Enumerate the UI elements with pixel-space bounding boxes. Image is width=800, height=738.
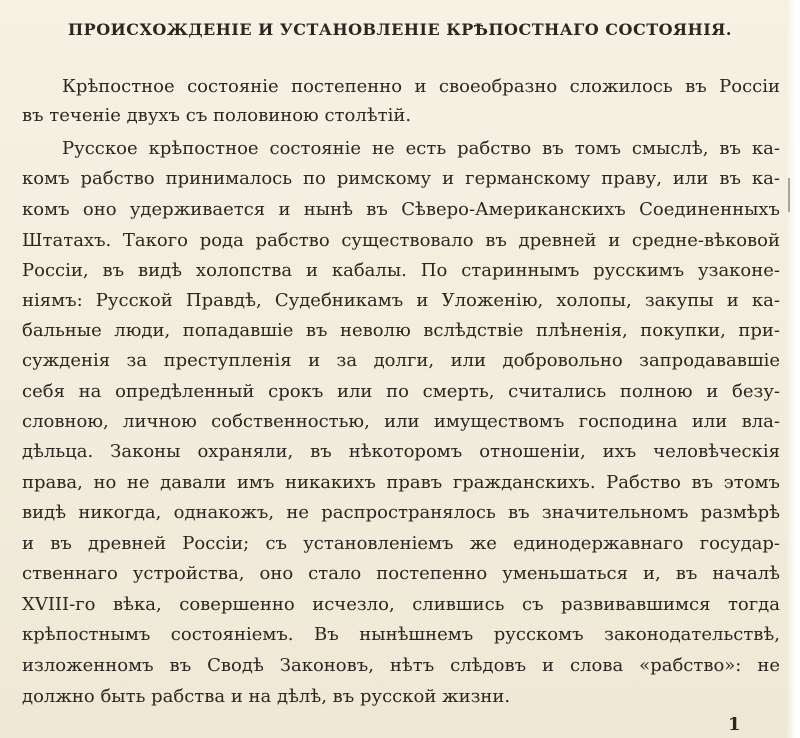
page-number: 1	[728, 714, 741, 735]
text-line: Россіи, въ видѣ холопства и кабалы. По стариннымъ русскимъ узаконе-	[22, 260, 780, 281]
text-line: словною, личною собственностью, или имуществомъ господина или вла-	[22, 411, 780, 432]
text-line: въ теченіе двухъ съ половиною столѣтій.	[22, 105, 412, 126]
edge-mark	[788, 178, 790, 212]
text-line: крѣпостнымъ состояніемъ. Въ нынѣшнемъ русскомъ законодательствѣ,	[22, 624, 780, 645]
text-line: изложенномъ въ Сводѣ Законовъ, нѣтъ слѣдовъ и слова «рабство»: не	[22, 655, 780, 676]
text-line: Русское крѣпостное состояніе не есть рабство въ томъ смыслѣ, въ ка-	[62, 138, 780, 159]
text-line: Крѣпостное состояніе постепенно и своеобразно сложилось въ Россіи	[62, 76, 780, 97]
page-title: ПРОИСХОЖДЕНІЕ И УСТАНОВЛЕНІЕ КРѢПОСТНАГО СОСТОЯНІЯ.	[68, 20, 732, 39]
text-line: бальные люди, попадавшіе въ неволю вслѣдствіе плѣненія, покупки, при-	[22, 320, 780, 341]
text-line: ственнаго устройства, оно стало постепенно уменьшаться и, въ началѣ	[22, 563, 780, 584]
page-edge	[786, 0, 800, 738]
text-line: комъ рабство принималось по римскому и германскому праву, или въ ка-	[22, 168, 780, 189]
text-line: комъ оно удерживается и нынѣ въ Сѣверо-Американскихъ Соединенныхъ	[22, 199, 780, 220]
text-line: XVIII-го вѣка, совершенно исчезло, слившись съ развивавшимся тогда	[22, 594, 780, 615]
text-line: ніямъ: Русской Правдѣ, Судебникамъ и Уложенію, холопы, закупы и ка-	[22, 290, 780, 311]
text-line: видѣ никогда, однакожъ, не распространялось въ значительномъ размѣрѣ	[22, 502, 780, 523]
text-line: Штатахъ. Такого рода рабство существовало въ древней и средне-вѣковой	[22, 230, 780, 251]
text-line: права, но не давали имъ никакихъ правъ гражданскихъ. Рабство въ этомъ	[22, 472, 780, 493]
text-line: и въ древней Россіи; съ установленіемъ же единодержавнаго государ-	[22, 533, 780, 554]
text-line: сужденія за преступленія и за долги, или добровольно запродававшіе	[22, 350, 780, 371]
text-line: должно быть рабства и на дѣлѣ, въ русской жизни.	[22, 686, 511, 707]
text-line: себя на опредѣленный срокъ или по смерть, считались полною и безу-	[22, 381, 780, 402]
text-line: дѣльца. Законы охраняли, въ нѣкоторомъ отношеніи, ихъ человѣческія	[22, 441, 780, 462]
